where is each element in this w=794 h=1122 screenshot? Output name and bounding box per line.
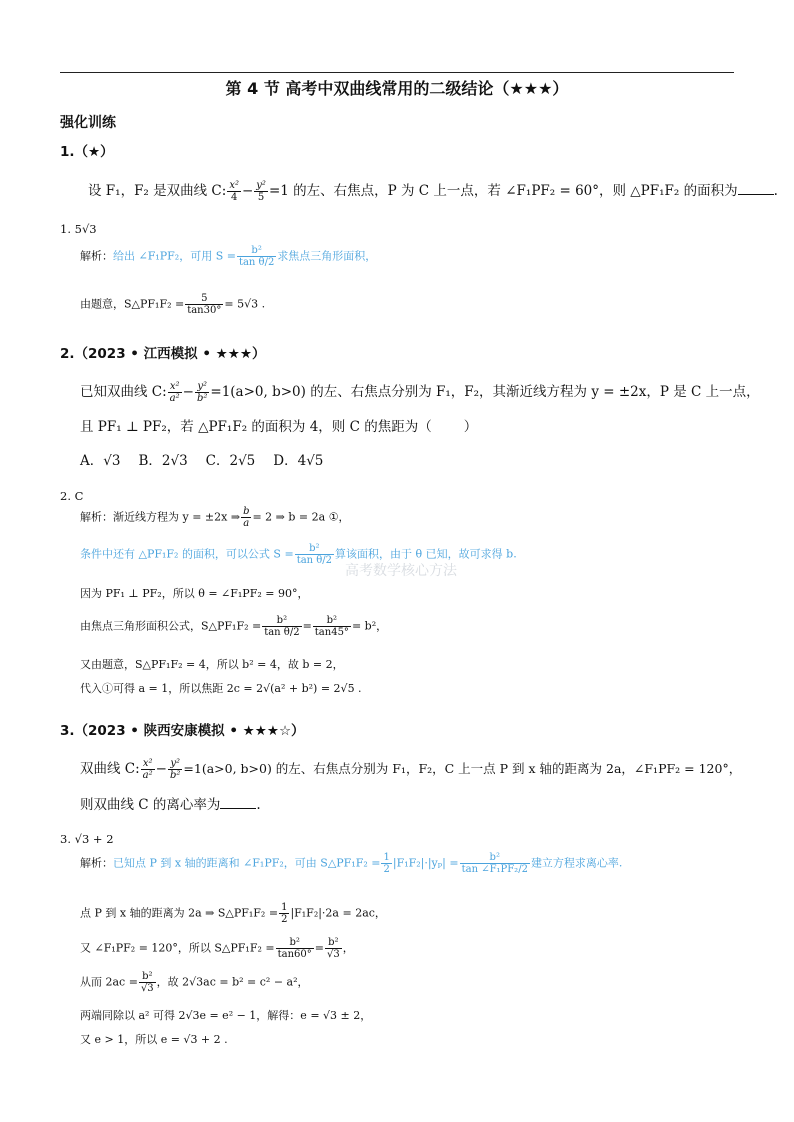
q3-solution-5: 两端同除以 a² 可得 2√3e = e² − 1，解得：e = √3 ± 2，	[80, 1009, 372, 1022]
q3-hint-frac2-num: b²	[460, 852, 530, 864]
q3-s4-b: ，故 2√3ac = b² = c² − a²，	[156, 975, 309, 989]
q3-s2-b: |F₁F₂|·2a = 2ac，	[290, 906, 386, 920]
q3-frac-x	[141, 758, 155, 781]
q3-frac-x-num: x²	[141, 758, 155, 770]
q2-frac-y-num: y²	[195, 381, 209, 393]
q3-hint-frac2-den: tan ∠F₁PF₂/2	[461, 864, 528, 875]
q2-options	[80, 452, 341, 470]
q1-sol2-b: = 5√3 .	[224, 297, 266, 311]
q3-frac-x-den: a²	[142, 770, 153, 781]
q1-sol-frac-num: b²	[237, 245, 276, 257]
q3-answer-blank	[220, 796, 256, 809]
q2-stem2-text: 且 PF₁ ⊥ PF₂，若 △PF₁F₂ 的面积为 4，则 C 的焦距为（	[80, 419, 432, 435]
q2-s4-frac2	[313, 615, 351, 638]
q2-s4-eq: =	[302, 619, 312, 633]
q2-stem-1: 已知双曲线 C: $\frac{\text{x²}}{\text{a²}}$ − $\frac{\text{y²}}{\text{b²}}$ =1(a>0, b>0) 的左、右焦点分别为 F₁，F₂，其渐近线方程为 y = ±2x，P 是 C 上一点，	[80, 381, 760, 404]
q3-frac-y	[168, 758, 182, 781]
q2-frac-x-num: x²	[168, 381, 182, 393]
q2-stem-2	[80, 418, 477, 436]
q2-s2-frac	[295, 543, 334, 566]
q2-s4-frac2-den: tan45°	[314, 627, 349, 638]
q2-stem1-b: =1(a>0, b>0) 的左、右焦点分别为 F₁，F₂，其渐近线方程为 y = ±2x，P 是 C 上一点，	[210, 384, 760, 400]
q1-answer: 1. 5√3	[60, 222, 97, 236]
q2-s4-frac1-num: b²	[262, 615, 301, 627]
q3-s4-frac	[139, 971, 156, 994]
q3-s4-frac-num: b²	[139, 971, 156, 983]
q1-sol2-frac-num: 5	[185, 293, 223, 305]
q3-s2-frac-num: 1	[281, 902, 288, 913]
q3-s3-frac1-den: tan60°	[277, 949, 312, 960]
q2-s1-b: = 2 ⇒ b = 2a ①，	[252, 510, 350, 524]
q3-stem1-b: =1(a>0, b>0) 的左、右焦点分别为 F₁，F₂，C 上一点 P 到 x 轴的距离为 2a，∠F₁PF₂ = 120°，	[183, 761, 742, 776]
header-rule	[60, 72, 734, 73]
q3-s3-a: 又 ∠F₁PF₂ = 120°，所以 S△PF₁F₂ =	[80, 941, 275, 955]
section-heading: 强化训练	[60, 115, 116, 131]
q2-s2-frac-den: tan θ/2	[296, 555, 333, 566]
q2-s1-a: 解析：渐近线方程为 y = ±2x ⇒	[80, 510, 241, 524]
q2-s2-b: 算该面积，由于 θ 已知，故可求得 b.	[335, 547, 517, 561]
q3-hint-a: 已知点 P 到 x 轴的距离和 ∠F₁PF₂，可由 S△PF₁F₂ =	[113, 856, 381, 870]
q2-option-d: D．4√5	[273, 453, 324, 469]
q2-frac-y-den: b²	[196, 393, 208, 404]
q1-sol-hint-a: 给出 ∠F₁PF₂，可用 S =	[113, 249, 236, 263]
q1-stem-a: 设 F₁，F₂ 是双曲线 C:	[88, 183, 227, 199]
q3-s2-frac	[279, 902, 289, 925]
q2-s1-frac	[241, 506, 251, 529]
q3-stem1-a: 双曲线 C:	[80, 761, 140, 777]
q2-s4-b: = b²，	[351, 619, 388, 633]
q3-s3-frac2	[325, 937, 342, 960]
q3-hint-frac1-num: 1	[383, 852, 390, 863]
q2-s4-frac1-den: tan θ/2	[264, 627, 300, 638]
q3-hint-b: 建立方程求离心率.	[530, 856, 623, 870]
q3-stem-2	[80, 796, 261, 814]
q3-solution-6: 又 e > 1，所以 e = √3 + 2 .	[80, 1033, 228, 1046]
q2-s2-frac-num: b²	[295, 543, 334, 555]
q1-sol2-a: 由题意，S△PF₁F₂ =	[80, 297, 185, 311]
q3-hint-frac1	[381, 852, 391, 875]
q2-s4-a: 由焦点三角形面积公式，S△PF₁F₂ =	[80, 619, 262, 633]
watermark: 高考数学核心方法	[345, 563, 457, 579]
q1-solution-1	[80, 245, 376, 268]
q3-s3-frac1	[276, 937, 314, 960]
q3-stem-1: 双曲线 C: $\frac{\text{x²}}{\text{a²}}$ − $\frac{\text{y²}}{\text{b²}}$ =1(a>0, b>0) 的左、右焦点分别为 F₁，F₂，C 上一点 P 到 x 轴的距离为 2a，∠F₁PF₂ = 120°，	[80, 758, 742, 781]
q1-stem-end: .	[773, 183, 778, 199]
q2-option-a: A．√3	[80, 453, 121, 469]
q2-number: 2.（2023 • 江西模拟 • ★★★）	[60, 346, 266, 362]
q3-s3-frac1-num: b²	[276, 937, 314, 949]
q2-stem1-a: 已知双曲线 C:	[80, 384, 167, 400]
q1-frac-x	[227, 180, 241, 203]
q3-hint-frac1-den: 2	[383, 864, 390, 875]
q1-frac-x-num: x²	[229, 180, 239, 191]
q2-solution-3: 因为 PF₁ ⊥ PF₂，所以 θ = ∠F₁PF₂ = 90°，	[80, 587, 309, 600]
q3-stem2-text: 则双曲线 C 的离心率为	[80, 797, 221, 813]
q2-answer: 2. C	[60, 489, 84, 503]
q2-s4-frac1	[262, 615, 301, 638]
q3-hint-frac2	[460, 852, 530, 875]
q3-s4-frac-den: √3	[140, 983, 154, 994]
page-title: 第 4 节 高考中双曲线常用的二级结论（★★★）	[225, 79, 569, 98]
q3-s3-frac2-num: b²	[325, 937, 342, 949]
q1-answer-blank	[738, 182, 774, 195]
q3-sol-label: 解析：	[80, 856, 113, 870]
q1-sol-frac-den: tan θ/2	[238, 257, 275, 268]
q2-frac-x	[168, 381, 182, 404]
q1-stem-b: =1 的左、右焦点，P 为 C 上一点，若 ∠F₁PF₂ = 60°，则 △PF₁F₂ 的面积为	[268, 183, 738, 199]
q2-s1-frac-den: a	[243, 518, 250, 529]
q3-solution-3	[80, 937, 354, 960]
q1-frac-y-num: y²	[256, 180, 266, 191]
q1-solution-2	[80, 293, 265, 316]
q2-s4-frac2-num: b²	[313, 615, 351, 627]
q3-hint-m: |F₁F₂|·|yₚ| =	[392, 856, 459, 870]
q3-solution-hint	[80, 852, 622, 875]
q3-s4-a: 从而 2ac =	[80, 975, 138, 989]
q2-s2-a: 条件中还有 △PF₁F₂ 的面积，可以公式 S =	[80, 547, 294, 561]
q2-solution-5: 又由题意，S△PF₁F₂ = 4，所以 b² = 4，故 b = 2，	[80, 658, 344, 671]
q1-sol2-frac	[185, 293, 223, 316]
q2-frac-x-den: a²	[169, 393, 180, 404]
q2-solution-6: 代入①可得 a = 1，所以焦距 2c = 2√(a² + b²) = 2√5 .	[80, 682, 362, 695]
q1-sol-label: 解析：	[80, 249, 113, 263]
q1-frac-y-den: 5	[257, 192, 265, 203]
q3-s3-frac2-den: √3	[326, 949, 340, 960]
q1-sol-hint-b: 求焦点三角形面积，	[277, 249, 377, 263]
q3-frac-y-den: b²	[169, 770, 181, 781]
q2-option-c: C．2√5	[205, 453, 256, 469]
q1-sol2-frac-den: tan30°	[187, 305, 222, 316]
q1-frac-x-den: 4	[230, 192, 238, 203]
q3-number: 3.（2023 • 陕西安康模拟 • ★★★☆）	[60, 723, 305, 739]
q3-frac-y-num: y²	[168, 758, 182, 770]
q2-option-b: B．2√3	[138, 453, 188, 469]
q1-sol-frac	[237, 245, 276, 268]
q1-number: 1.（★）	[60, 144, 114, 160]
q2-stem2-end: ）	[463, 419, 478, 435]
q1-frac-y	[254, 180, 268, 203]
q2-solution-1	[80, 506, 350, 529]
q1-stem: 设 F₁，F₂ 是双曲线 C: $\frac{\text{x²}}{4}$ − $\frac{\text{y²}}{5}$ =1 的左、右焦点，P 为 C 上一点，若 ∠F₁PF₂ = 60°，则 △PF₁F₂ 的面积为 .	[88, 180, 778, 203]
q3-s3-b: ，	[342, 941, 354, 955]
q3-s2-frac-den: 2	[281, 914, 288, 925]
q3-s3-eq: =	[314, 941, 324, 955]
q2-solution-4	[80, 615, 387, 638]
q3-solution-2	[80, 902, 386, 925]
q2-frac-y	[195, 381, 209, 404]
q3-solution-4	[80, 971, 309, 994]
q2-s1-frac-num: b	[243, 506, 250, 517]
q3-answer: 3. √3 + 2	[60, 832, 114, 846]
q3-stem2-end: .	[256, 797, 261, 813]
q3-s2-a: 点 P 到 x 轴的距离为 2a ⇒ S△PF₁F₂ =	[80, 906, 279, 920]
